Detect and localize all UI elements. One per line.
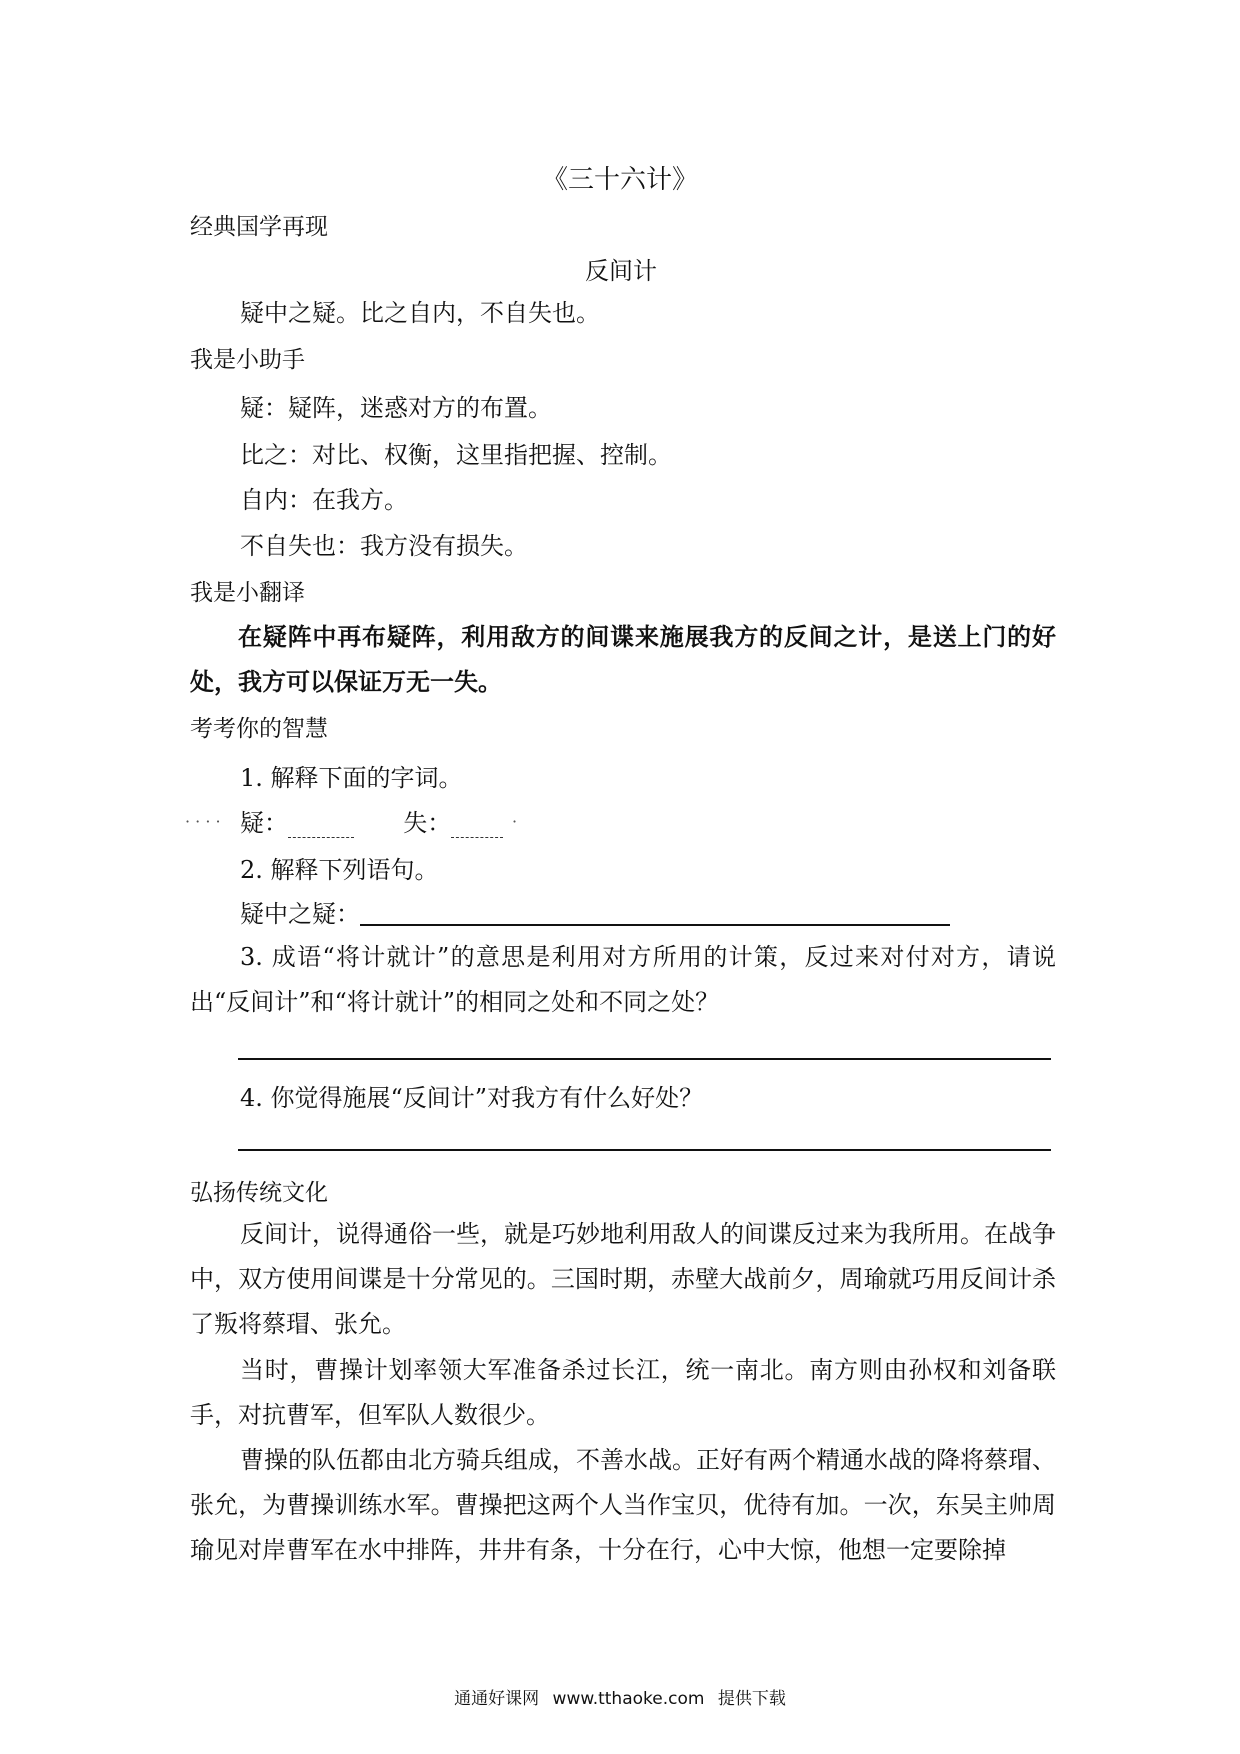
q1-word-2-blank[interactable] — [451, 815, 503, 838]
question-3: 3. 成语“将计就计”的意思是利用对方所用的计策，反过来对付对方，请说出“反间计”和“将计就计”的相同之处和不同之处？ — [190, 943, 1056, 1016]
dotted-marker: · — [512, 812, 518, 831]
footer-url[interactable]: www.tthaoke.com — [552, 1689, 705, 1709]
section-heading-translate: 我是小翻译 — [190, 580, 305, 606]
q2-answer-line[interactable] — [360, 924, 950, 926]
classic-text: 疑中之疑。比之自内，不自失也。 — [240, 299, 600, 327]
helper-item: 自内：在我方。 — [240, 486, 408, 514]
footer-suffix: 提供下载 — [717, 1689, 786, 1709]
question-2: 2. 解释下列语句。 — [240, 856, 439, 884]
question-1: 1. 解释下面的字词。 — [240, 764, 463, 792]
question-4: 4. 你觉得施展“反间计”对我方有什么好处？ — [240, 1084, 704, 1112]
section-heading-helper: 我是小助手 — [190, 347, 305, 373]
q1-word-1-blank[interactable] — [288, 815, 354, 838]
q1-word-1-label: 疑： — [240, 809, 288, 837]
section-heading-culture: 弘扬传统文化 — [190, 1180, 328, 1206]
q2-sentence-label: 疑中之疑： — [240, 900, 360, 928]
culture-paragraph: 反间计，说得通俗一些，就是巧妙地利用敌人的间谍反过来为我所用。在战争中，双方使用间谍是十分常见的。三国时期，赤壁大战前夕，周瑜就巧用反间计杀了叛将蔡瑁、张允。 — [190, 1220, 1056, 1338]
section-heading-classic: 经典国学再现 — [190, 214, 328, 240]
helper-item: 疑：疑阵，迷惑对方的布置。 — [240, 394, 552, 422]
q4-answer-line[interactable] — [238, 1149, 1051, 1151]
culture-paragraph: 当时，曹操计划率领大军准备杀过长江，统一南北。南方则由孙权和刘备联手，对抗曹军，但军队人数很少。 — [190, 1356, 1056, 1429]
dotted-marker: · · · · — [185, 812, 221, 831]
footer-site-name: 通通好课网 — [454, 1689, 540, 1709]
helper-item: 不自失也：我方没有损失。 — [240, 532, 528, 560]
page-footer — [0, 1684, 1240, 1709]
q1-word-row — [240, 808, 503, 838]
q3-answer-line[interactable] — [238, 1058, 1051, 1060]
culture-paragraph: 曹操的队伍都由北方骑兵组成，不善水战。正好有两个精通水战的降将蔡瑁、张允，为曹操训练水军。曹操把这两个人当作宝贝，优待有加。一次，东吴主帅周瑜见对岸曹军在水中排阵，井井有条，十分在行，心中大惊，他想一定要除掉 — [190, 1446, 1056, 1564]
strategy-title: 反间计 — [585, 257, 657, 285]
q1-word-2-label: 失： — [403, 809, 452, 837]
section-heading-quiz: 考考你的智慧 — [190, 716, 328, 742]
document-title: 《三十六计》 — [541, 165, 698, 195]
translation-text: 在疑阵中再布疑阵，利用敌方的间谍来施展我方的反间之计，是送上门的好处，我方可以保证万无一失。 — [190, 623, 1056, 696]
helper-item: 比之：对比、权衡，这里指把握、控制。 — [240, 441, 672, 469]
